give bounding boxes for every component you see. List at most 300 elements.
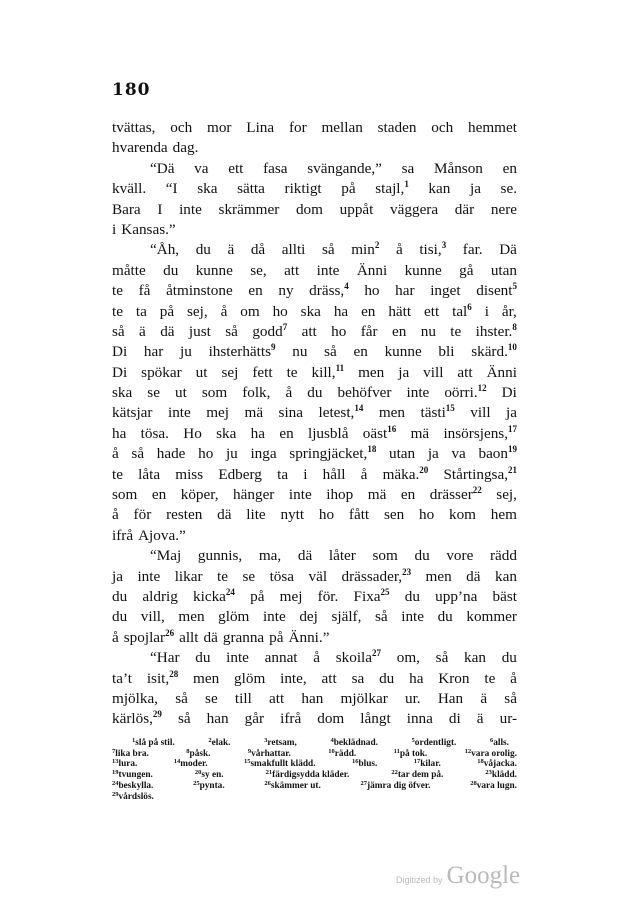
word bbox=[487, 363, 517, 383]
word-text: du bbox=[195, 241, 211, 259]
word bbox=[285, 383, 292, 403]
word bbox=[424, 302, 439, 322]
word-text: kunne bbox=[384, 343, 422, 361]
footnote-ref: 22 bbox=[472, 485, 482, 496]
word-text: ja bbox=[112, 567, 123, 585]
word bbox=[112, 363, 127, 383]
text-line bbox=[112, 281, 517, 301]
word-text: får bbox=[360, 322, 378, 340]
word bbox=[217, 567, 228, 587]
footnote bbox=[412, 738, 457, 749]
word bbox=[218, 607, 249, 627]
word-text: “Dä bbox=[150, 159, 175, 177]
footnote-number: 16 bbox=[351, 758, 359, 766]
word bbox=[334, 302, 348, 322]
footnote-number: 2 bbox=[208, 737, 212, 744]
word bbox=[196, 261, 233, 281]
word bbox=[309, 281, 349, 301]
word-text: skoila bbox=[335, 649, 372, 667]
word bbox=[506, 403, 517, 423]
footnote bbox=[465, 749, 517, 760]
footnote-line bbox=[112, 792, 517, 803]
footnote-text: beklädnad. bbox=[333, 738, 378, 748]
word bbox=[112, 118, 155, 138]
word bbox=[237, 179, 265, 199]
word bbox=[302, 322, 317, 342]
word bbox=[312, 363, 345, 383]
word bbox=[141, 363, 182, 383]
word-text: glöm bbox=[218, 608, 250, 626]
word-text: väggera bbox=[390, 200, 439, 218]
word-text: kunne bbox=[404, 261, 442, 279]
word-text: att bbox=[457, 363, 473, 381]
word bbox=[340, 200, 374, 220]
word-text: ho bbox=[331, 322, 347, 340]
footnote bbox=[264, 781, 320, 792]
word bbox=[336, 648, 381, 668]
word-text: disent bbox=[476, 282, 513, 300]
word-text: i bbox=[303, 465, 308, 483]
word bbox=[464, 648, 486, 668]
word bbox=[198, 546, 242, 566]
word-text: sätta bbox=[237, 180, 265, 198]
word-text: inte, bbox=[280, 669, 307, 687]
word-text: drässader, bbox=[341, 567, 403, 585]
word-text: dä bbox=[297, 547, 313, 565]
word-text: ä bbox=[480, 689, 488, 707]
text-line bbox=[112, 118, 517, 138]
word bbox=[444, 383, 486, 403]
word bbox=[503, 159, 517, 179]
word bbox=[414, 546, 429, 566]
word bbox=[112, 567, 123, 587]
word bbox=[319, 403, 364, 423]
word-text: nu bbox=[292, 343, 308, 361]
word-text: väl bbox=[308, 567, 328, 585]
word-text: va bbox=[451, 445, 466, 463]
word-text: se. bbox=[500, 180, 517, 198]
word bbox=[500, 709, 517, 729]
word bbox=[289, 628, 330, 648]
word-text: å bbox=[220, 302, 228, 320]
text-line bbox=[112, 159, 517, 179]
word bbox=[431, 118, 453, 138]
word-text: ut bbox=[195, 363, 208, 381]
footnote-ref: 8 bbox=[512, 321, 517, 332]
word bbox=[430, 281, 460, 301]
word-text: ihsterhätts bbox=[208, 343, 272, 361]
word-text: ä bbox=[476, 710, 484, 728]
footnote-text: slå på stil. bbox=[135, 738, 175, 748]
word bbox=[179, 200, 202, 220]
footnote bbox=[331, 738, 378, 749]
word bbox=[375, 179, 409, 199]
word bbox=[195, 648, 210, 668]
word-text: spökar bbox=[141, 363, 182, 381]
word-text: du bbox=[501, 649, 517, 667]
footnote-ref: 17 bbox=[508, 423, 517, 434]
word bbox=[136, 302, 147, 322]
word bbox=[160, 322, 174, 342]
word-text: ja bbox=[398, 363, 410, 381]
text-line bbox=[112, 444, 517, 464]
word bbox=[284, 261, 299, 281]
footnote-line bbox=[112, 749, 517, 760]
word-text: kicka bbox=[193, 587, 226, 605]
word-text: va bbox=[194, 159, 209, 177]
word-text: Di bbox=[112, 343, 128, 361]
word bbox=[321, 118, 362, 138]
word-text: måtte bbox=[112, 261, 146, 279]
word-text: så bbox=[374, 608, 388, 626]
word-text: ur. bbox=[404, 689, 421, 707]
footnote-text: våjacka. bbox=[483, 759, 517, 770]
word-text: tösa. bbox=[140, 424, 169, 442]
footnote-text: klädd. bbox=[491, 770, 517, 781]
word-text: ett bbox=[228, 159, 244, 177]
word bbox=[491, 200, 517, 220]
word bbox=[150, 648, 180, 668]
word-text: så bbox=[131, 445, 145, 463]
word bbox=[457, 363, 472, 383]
word bbox=[409, 669, 423, 689]
word-text: som bbox=[112, 486, 138, 504]
word bbox=[407, 383, 430, 403]
word bbox=[401, 485, 415, 505]
word bbox=[368, 485, 387, 505]
word-text: men bbox=[193, 669, 220, 687]
word-text: en bbox=[151, 486, 167, 504]
word bbox=[438, 607, 453, 627]
word bbox=[150, 240, 179, 260]
word-text: behöfver bbox=[337, 384, 392, 402]
word bbox=[438, 669, 469, 689]
word bbox=[179, 628, 198, 648]
word-text: en bbox=[400, 486, 416, 504]
footnote bbox=[490, 738, 509, 749]
footnote bbox=[394, 749, 428, 760]
word bbox=[142, 587, 177, 607]
word-text: i bbox=[112, 220, 117, 238]
word bbox=[134, 505, 152, 525]
footnote-ref: 11 bbox=[335, 362, 345, 373]
word-text: insörsjens, bbox=[443, 424, 508, 442]
word-text: ihster. bbox=[475, 322, 513, 340]
word bbox=[234, 669, 265, 689]
word-text: du bbox=[437, 608, 453, 626]
word-text: kätsjar bbox=[112, 404, 153, 422]
footnote-text: blus. bbox=[358, 759, 378, 770]
word bbox=[405, 587, 420, 607]
word bbox=[480, 689, 487, 709]
word bbox=[430, 485, 482, 505]
word bbox=[421, 322, 436, 342]
word-text: så bbox=[177, 710, 191, 728]
text-line bbox=[112, 587, 517, 607]
word-text: få bbox=[138, 282, 151, 300]
word-text: kom bbox=[448, 506, 476, 524]
word-text: “I bbox=[165, 180, 178, 198]
word-text: har bbox=[143, 343, 164, 361]
word bbox=[263, 159, 287, 179]
word-text: han bbox=[301, 689, 324, 707]
footnote-text: tar dem på. bbox=[397, 770, 444, 781]
word bbox=[443, 424, 517, 444]
footnote-number: 3 bbox=[264, 737, 268, 744]
footnote-text: pynta. bbox=[199, 780, 225, 791]
word bbox=[235, 689, 252, 709]
word-text: hemmet bbox=[468, 119, 517, 136]
word-text: ta’t bbox=[112, 669, 132, 687]
word bbox=[221, 302, 228, 322]
word bbox=[364, 281, 379, 301]
footnote-text: vara lugn. bbox=[476, 780, 517, 791]
word bbox=[112, 322, 125, 342]
word bbox=[226, 444, 238, 464]
word-text: år, bbox=[501, 302, 517, 320]
word-text: di bbox=[448, 710, 461, 728]
word-text: te bbox=[450, 322, 462, 340]
word-text: åtminstone bbox=[166, 282, 233, 300]
word-text: på bbox=[159, 302, 175, 320]
word-text: isit, bbox=[146, 669, 170, 687]
word-text: ljusblå bbox=[307, 424, 349, 442]
word-text: så bbox=[225, 322, 238, 340]
word bbox=[166, 281, 233, 301]
word bbox=[131, 444, 144, 464]
word-text: Han bbox=[437, 689, 464, 707]
word bbox=[285, 179, 322, 199]
word-text: en bbox=[361, 302, 376, 320]
word bbox=[112, 138, 168, 158]
word bbox=[502, 648, 517, 668]
word-text: hade bbox=[156, 445, 186, 463]
word-text: I bbox=[157, 200, 163, 218]
word bbox=[228, 159, 243, 179]
word-text: Änni.” bbox=[288, 628, 330, 646]
word-text: inte bbox=[262, 608, 286, 626]
word-text: å bbox=[285, 384, 293, 402]
word-text: te bbox=[217, 567, 228, 585]
word bbox=[341, 689, 388, 709]
word-text: du bbox=[379, 669, 395, 687]
word bbox=[193, 587, 235, 607]
word-text: i bbox=[484, 302, 489, 320]
word bbox=[141, 424, 169, 444]
word-text: sej bbox=[221, 363, 239, 381]
word-text: kan bbox=[464, 649, 486, 667]
word-text: som bbox=[201, 384, 228, 402]
word-text: inte bbox=[137, 567, 161, 585]
word-text: om, bbox=[396, 649, 420, 667]
word bbox=[389, 444, 415, 464]
word-text: kill, bbox=[311, 363, 336, 381]
word-text: tästi bbox=[420, 404, 446, 422]
word-text: så bbox=[175, 689, 188, 707]
footnote-text: sy en. bbox=[201, 770, 224, 781]
word-text: Di bbox=[501, 384, 517, 402]
word bbox=[138, 465, 160, 485]
text-line bbox=[112, 403, 517, 423]
word-text: tisi, bbox=[419, 241, 442, 259]
word-text: sa bbox=[401, 159, 415, 177]
footnote-ref: 20 bbox=[419, 464, 429, 475]
word-text: så bbox=[112, 322, 125, 340]
footnote-ref: 27 bbox=[372, 648, 381, 659]
footnote bbox=[352, 759, 377, 770]
footnote-text: vara orolig. bbox=[471, 748, 517, 759]
footnote-text: alls. bbox=[493, 738, 509, 748]
word bbox=[166, 179, 178, 199]
footnote-number: 10 bbox=[328, 747, 335, 755]
word bbox=[137, 567, 160, 587]
word bbox=[147, 383, 160, 403]
word bbox=[354, 342, 368, 362]
word-text: själf, bbox=[331, 608, 362, 626]
footnote-number: 11 bbox=[393, 747, 400, 755]
word bbox=[375, 607, 388, 627]
word-text: godd bbox=[252, 322, 283, 340]
word bbox=[218, 465, 262, 485]
word-text: ifrå bbox=[112, 526, 134, 544]
footnote-ref: 25 bbox=[380, 586, 390, 597]
word bbox=[331, 322, 346, 342]
word-text: uppåt bbox=[339, 200, 374, 218]
word bbox=[468, 118, 517, 138]
footnote-text: beskylla. bbox=[118, 780, 154, 791]
word bbox=[196, 240, 211, 260]
word-text: likar bbox=[174, 567, 203, 585]
word-text: ja bbox=[427, 445, 439, 463]
word bbox=[250, 261, 266, 281]
word-text: te bbox=[112, 465, 123, 483]
footnote bbox=[132, 738, 175, 749]
word bbox=[296, 200, 323, 220]
word bbox=[388, 302, 411, 322]
word-text: folk, bbox=[242, 384, 271, 402]
footnote bbox=[477, 759, 517, 770]
word-text: Ajova.” bbox=[138, 526, 186, 544]
word-text: Kron bbox=[438, 669, 470, 687]
word-text: se bbox=[205, 689, 218, 707]
word bbox=[318, 587, 339, 607]
word-text: te bbox=[286, 363, 298, 381]
word bbox=[121, 220, 175, 240]
word bbox=[466, 607, 517, 627]
word bbox=[112, 709, 162, 729]
footnote bbox=[485, 770, 517, 781]
word-text: för. bbox=[317, 587, 339, 605]
word bbox=[478, 444, 517, 464]
footnote-text: retsam, bbox=[267, 738, 297, 748]
word-text: om bbox=[240, 302, 260, 320]
text-line bbox=[112, 424, 517, 444]
word bbox=[138, 526, 186, 546]
word bbox=[248, 281, 262, 301]
text-line bbox=[112, 689, 517, 709]
word-text: mellan bbox=[321, 119, 363, 136]
word-text: dä bbox=[160, 322, 175, 340]
word bbox=[476, 281, 517, 301]
word-text: ho bbox=[198, 445, 214, 463]
word bbox=[160, 302, 174, 322]
word bbox=[112, 261, 146, 281]
word-text: ä bbox=[227, 241, 235, 259]
word bbox=[170, 118, 192, 138]
word bbox=[307, 383, 322, 403]
footnote-text: lura. bbox=[118, 759, 138, 770]
word bbox=[124, 628, 174, 648]
word-text: gunnis, bbox=[197, 547, 243, 565]
word-text: ma, bbox=[258, 547, 282, 565]
word bbox=[379, 403, 405, 423]
word bbox=[139, 281, 151, 301]
footnote-number: 27 bbox=[360, 779, 368, 787]
text-line bbox=[112, 179, 517, 199]
word bbox=[112, 689, 158, 709]
footnote-number: 12 bbox=[464, 747, 472, 755]
word bbox=[449, 709, 461, 729]
word bbox=[280, 587, 303, 607]
word-text: kan bbox=[494, 567, 517, 585]
word-text: dag. bbox=[172, 139, 199, 157]
word bbox=[322, 240, 335, 260]
footnote-line bbox=[112, 770, 517, 781]
footnote-number: 29 bbox=[112, 790, 119, 798]
word bbox=[252, 322, 287, 342]
footnote bbox=[248, 749, 291, 760]
word-text: skärd. bbox=[471, 343, 508, 361]
word-text: stajl, bbox=[375, 180, 405, 198]
footnote-number: 18 bbox=[477, 758, 484, 766]
word bbox=[405, 689, 421, 709]
footnote-line bbox=[112, 738, 517, 749]
word bbox=[484, 669, 495, 689]
word bbox=[308, 424, 349, 444]
word bbox=[219, 200, 280, 220]
word-text: allt bbox=[179, 628, 199, 646]
word-text: kan bbox=[428, 180, 451, 198]
word-text: men bbox=[358, 363, 385, 381]
word bbox=[319, 505, 334, 525]
word-text: gå bbox=[459, 261, 474, 279]
word bbox=[221, 363, 238, 383]
footnote-text: jämra dig öfver. bbox=[367, 780, 431, 791]
word-text: vill bbox=[470, 404, 491, 422]
word bbox=[477, 709, 484, 729]
word-text: ho bbox=[318, 506, 335, 524]
word bbox=[438, 689, 463, 709]
word bbox=[181, 485, 219, 505]
word-text: kommer bbox=[466, 608, 517, 626]
word bbox=[322, 669, 337, 689]
word-text: mor bbox=[207, 119, 232, 136]
word-text: te bbox=[484, 669, 496, 687]
word-text: vill, bbox=[140, 608, 165, 626]
word bbox=[411, 424, 430, 444]
word bbox=[385, 342, 422, 362]
footnote-ref: 5 bbox=[512, 281, 517, 292]
word-text: för bbox=[133, 506, 152, 524]
word bbox=[426, 567, 452, 587]
word-text: vill bbox=[423, 363, 444, 381]
word-text: ju bbox=[225, 445, 238, 463]
word-text: min bbox=[351, 241, 375, 259]
word bbox=[139, 322, 146, 342]
word-text: miss bbox=[175, 465, 204, 483]
word bbox=[361, 465, 368, 485]
word bbox=[436, 648, 449, 668]
